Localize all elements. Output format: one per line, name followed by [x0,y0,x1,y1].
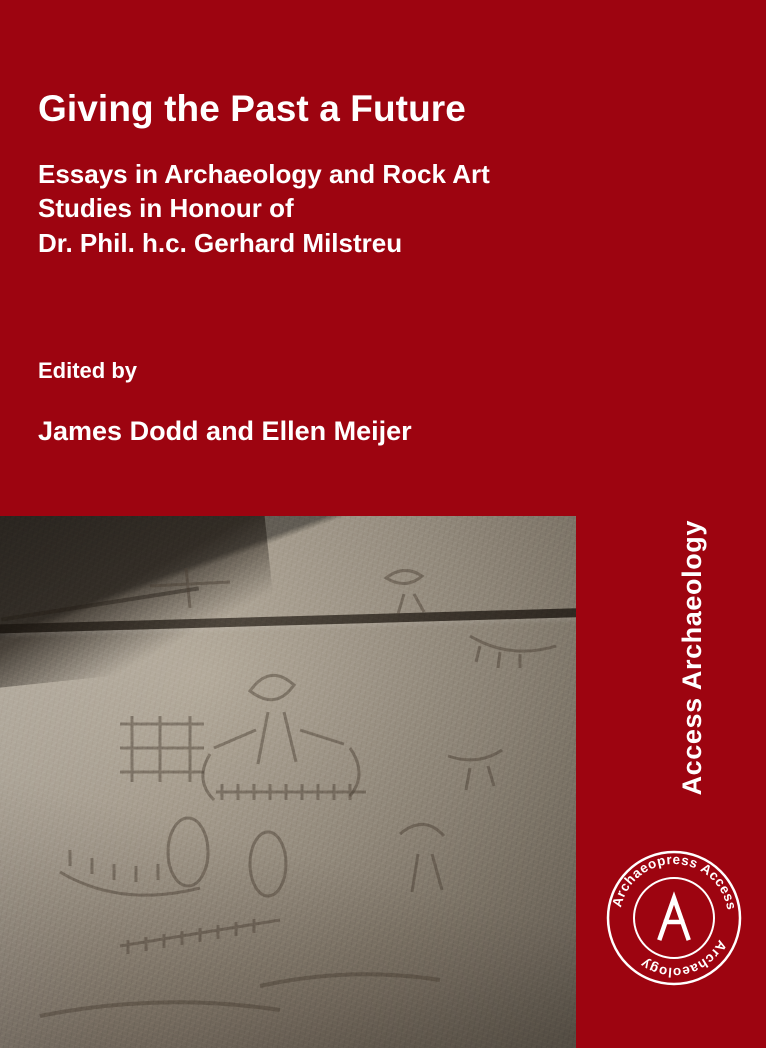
title-block [38,88,638,260]
subtitle-line-2: Studies in Honour of [38,193,294,224]
archaeopress-roundel-icon [604,848,744,988]
subtitle [38,157,638,261]
page-title: Giving the Past a Future [38,88,466,129]
series-label: Access Archaeology [677,520,707,796]
subtitle-line-1: Essays in Archaeology and Rock Art [38,158,490,189]
svg-text:Archaeopress Access: Archaeopress Access [609,851,740,912]
editors-block [38,358,638,447]
publisher-logo [604,848,744,988]
edited-by-label: Edited by [38,358,138,383]
subtitle-line-3: Dr. Phil. h.c. Gerhard Milstreu [38,227,403,258]
editors-names: James Dodd and Ellen Meijer [38,416,412,446]
cover-photograph [0,516,576,1048]
svg-text:Archaeology: Archaeology [637,937,730,981]
photo-texture [0,516,576,1048]
